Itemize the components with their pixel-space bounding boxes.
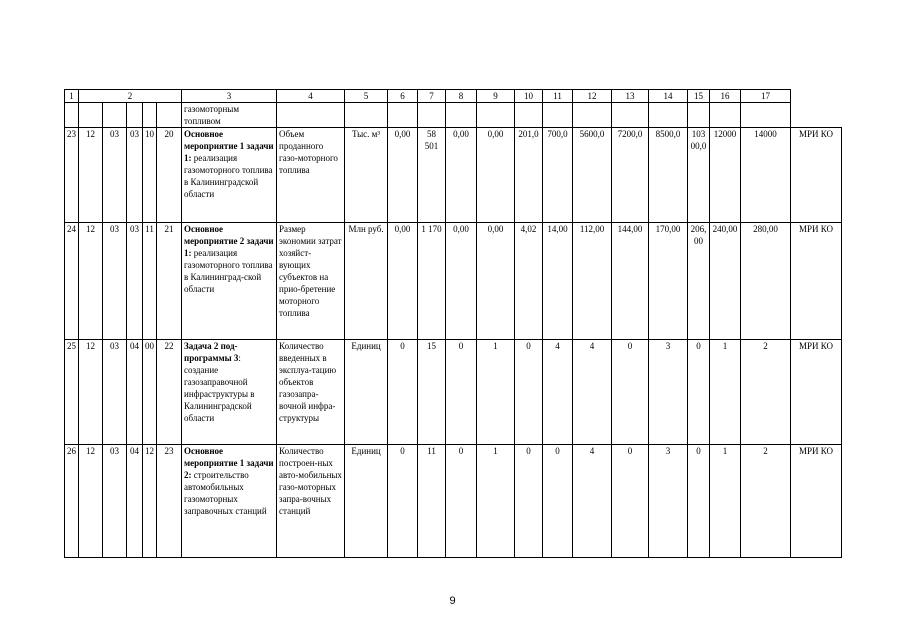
- code-cell: 03: [103, 340, 127, 445]
- value-cell: 4: [573, 340, 612, 445]
- value-cell: 3: [649, 340, 688, 445]
- value-cell: 0: [446, 445, 477, 558]
- value-cell: 0,00: [477, 128, 515, 223]
- value-cell: 14,00: [543, 223, 573, 340]
- unit-cell: Тыс. м³: [345, 128, 388, 223]
- value-cell: 112,00: [573, 223, 612, 340]
- value-cell: 0: [612, 445, 649, 558]
- row-number: 23: [65, 128, 79, 223]
- value-cell: 0: [688, 445, 710, 558]
- value-cell: 11: [418, 445, 446, 558]
- header-cell: 15: [688, 90, 710, 103]
- value-cell: 240,00: [710, 223, 741, 340]
- value-cell: 0: [688, 340, 710, 445]
- value-cell: 0,00: [446, 128, 477, 223]
- header-cell: 10: [515, 90, 543, 103]
- value-cell: 1: [477, 445, 515, 558]
- header-cell: 5: [345, 90, 388, 103]
- measure-text: реализация газомоторного топлива в Калининград-ской области: [184, 248, 273, 294]
- unit-cell: Единиц: [345, 445, 388, 558]
- indicator-name: Количество введенных в эксплуа-тацию объектов газозапра-вочной инфра-структуры: [277, 340, 345, 445]
- executor-cell: МРИ КО: [791, 445, 842, 558]
- value-cell: 3: [649, 445, 688, 558]
- value-cell: 0: [612, 340, 649, 445]
- data-table: [64, 89, 842, 558]
- measure-title: Задача 2 под-программы 3: [184, 341, 239, 363]
- value-cell: 280,00: [741, 223, 791, 340]
- header-cell: 9: [477, 90, 515, 103]
- value-cell: 0,00: [388, 223, 418, 340]
- measure-name: [182, 128, 277, 223]
- value-cell: 0: [388, 445, 418, 558]
- value-cell: 4,02: [515, 223, 543, 340]
- value-cell: 0: [515, 340, 543, 445]
- header-cell: 2: [79, 90, 182, 103]
- measure-name: [182, 223, 277, 340]
- code-cell: 03: [103, 223, 127, 340]
- value-cell: 700,0: [543, 128, 573, 223]
- measure-title: Основное мероприятие 2 задачи 1:: [184, 224, 274, 258]
- code-cell: 03: [127, 223, 143, 340]
- row-number: 26: [65, 445, 79, 558]
- executor-cell: МРИ КО: [791, 223, 842, 340]
- code-cell: 12: [79, 340, 103, 445]
- header-cell: 14: [649, 90, 688, 103]
- value-cell: 5600,0: [573, 128, 612, 223]
- value-cell: 206,00: [688, 223, 710, 340]
- value-cell: 0,00: [477, 223, 515, 340]
- code-cell: 12: [143, 445, 157, 558]
- measure-text: реализация газомоторного топлива в Калининградской области: [184, 153, 273, 199]
- code-cell: 00: [143, 340, 157, 445]
- continuation-row: [65, 103, 842, 128]
- row-number: 25: [65, 340, 79, 445]
- code-cell: 10: [143, 128, 157, 223]
- code-cell: 03: [103, 128, 127, 223]
- value-cell: 14000: [741, 128, 791, 223]
- header-cell: 17: [741, 90, 791, 103]
- measure-name: [182, 340, 277, 445]
- executor-cell: МРИ КО: [791, 340, 842, 445]
- value-cell: 0: [543, 445, 573, 558]
- value-cell: 0: [388, 340, 418, 445]
- header-cell: 11: [543, 90, 573, 103]
- code-cell: 04: [127, 445, 143, 558]
- value-cell: 12000: [710, 128, 741, 223]
- page-number: 9: [449, 595, 456, 607]
- table-row: [65, 128, 842, 223]
- code-cell: 12: [79, 445, 103, 558]
- value-cell: 8500,0: [649, 128, 688, 223]
- header-cell: 12: [573, 90, 612, 103]
- header-cell: 3: [182, 90, 277, 103]
- header-cell: 1: [65, 90, 79, 103]
- value-cell: 58 501: [418, 128, 446, 223]
- value-cell: 170,00: [649, 223, 688, 340]
- table-row: [65, 340, 842, 445]
- header-cell: 8: [446, 90, 477, 103]
- header-cell: 16: [710, 90, 741, 103]
- value-cell: 15: [418, 340, 446, 445]
- continuation-text: газомоторным топливом: [182, 103, 277, 128]
- value-cell: 1: [477, 340, 515, 445]
- code-cell: 12: [79, 223, 103, 340]
- header-cell: 7: [418, 90, 446, 103]
- table-row: [65, 223, 842, 340]
- row-number: 24: [65, 223, 79, 340]
- value-cell: 1: [710, 445, 741, 558]
- value-cell: 7200,0: [612, 128, 649, 223]
- value-cell: 2: [741, 445, 791, 558]
- value-cell: 0: [446, 340, 477, 445]
- value-cell: 0,00: [446, 223, 477, 340]
- header-row: [65, 90, 842, 103]
- measure-title: Основное мероприятие 1 задачи 2:: [184, 446, 274, 480]
- header-cell: 4: [277, 90, 345, 103]
- indicator-name: Объем проданного газо-моторного топлива: [277, 128, 345, 223]
- code-cell: 12: [79, 128, 103, 223]
- value-cell: 144,00: [612, 223, 649, 340]
- value-cell: 201,0: [515, 128, 543, 223]
- measure-text: : создание газозаправочной инфраструктуры в Калининградской области: [184, 353, 255, 423]
- value-cell: 4: [543, 340, 573, 445]
- executor-cell: МРИ КО: [791, 128, 842, 223]
- code-cell: 20: [157, 128, 182, 223]
- code-cell: 21: [157, 223, 182, 340]
- code-cell: 03: [103, 445, 127, 558]
- value-cell: 2: [741, 340, 791, 445]
- header-cell: 13: [612, 90, 649, 103]
- indicator-name: Размер экономии затрат хозяйст-вующих субъектов на прио-бретение моторного топлива: [277, 223, 345, 340]
- value-cell: 0: [515, 445, 543, 558]
- value-cell: 1 170: [418, 223, 446, 340]
- unit-cell: Единиц: [345, 340, 388, 445]
- table-row: [65, 445, 842, 558]
- code-cell: 04: [127, 340, 143, 445]
- measure-text: строительство автомобильных газомоторных заправочных станций: [184, 470, 267, 516]
- measure-name: [182, 445, 277, 558]
- value-cell: 1: [710, 340, 741, 445]
- unit-cell: Млн руб.: [345, 223, 388, 340]
- code-cell: 23: [157, 445, 182, 558]
- measure-title: Основное мероприятие 1 задачи 1:: [184, 129, 274, 163]
- value-cell: 0,00: [388, 128, 418, 223]
- header-cell: 6: [388, 90, 418, 103]
- code-cell: 03: [127, 128, 143, 223]
- code-cell: 11: [143, 223, 157, 340]
- code-cell: 22: [157, 340, 182, 445]
- value-cell: 10300,0: [688, 128, 710, 223]
- indicator-name: Количество построен-ных авто-мобильных газо-моторных запра-вочных станций: [277, 445, 345, 558]
- value-cell: 4: [573, 445, 612, 558]
